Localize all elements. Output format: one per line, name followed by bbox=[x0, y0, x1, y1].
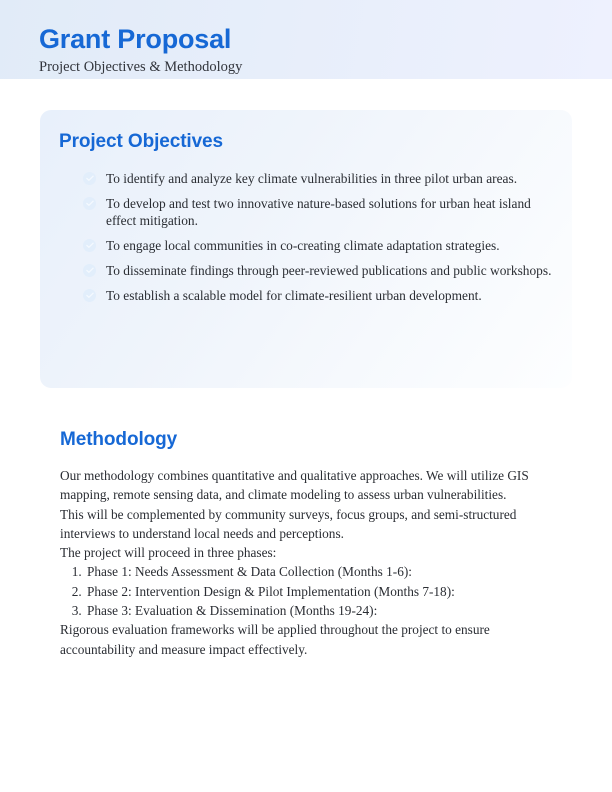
header-text-group bbox=[39, 24, 572, 77]
methodology-heading: Methodology bbox=[60, 429, 178, 450]
list-item bbox=[59, 262, 554, 279]
objective-text: To develop and test two innovative nature-based solutions for urban heat island effect mitigation. bbox=[106, 196, 531, 228]
list-item bbox=[59, 170, 554, 187]
check-circle-icon bbox=[83, 172, 96, 185]
project-objectives-card bbox=[40, 110, 572, 388]
objective-text: To engage local communities in co-creating climate adaptation strategies. bbox=[106, 238, 500, 253]
objective-text: To establish a scalable model for climate-resilient urban development. bbox=[106, 288, 482, 303]
list-item: 1. Phase 1: Needs Assessment & Data Collection (Months 1-6): bbox=[85, 562, 552, 581]
list-item: 3. Phase 3: Evaluation & Dissemination (Months 19-24): bbox=[85, 601, 552, 620]
methodology-paragraph-2: This will be complemented by community surveys, focus groups, and semi-structured interviews to understand local needs and perceptions. bbox=[60, 506, 517, 541]
objective-text: To identify and analyze key climate vulnerabilities in three pilot urban areas. bbox=[106, 171, 518, 186]
list-item bbox=[59, 237, 554, 254]
document-header-band bbox=[0, 0, 612, 79]
page-title: Grant Proposal bbox=[39, 24, 232, 54]
phase-list bbox=[60, 562, 552, 620]
methodology-section bbox=[60, 428, 552, 659]
objective-text: To disseminate findings through peer-reviewed publications and public workshops. bbox=[106, 263, 552, 278]
list-item bbox=[59, 195, 554, 229]
check-circle-icon bbox=[83, 264, 96, 277]
page-subtitle: Project Objectives & Methodology bbox=[39, 59, 243, 75]
objectives-list bbox=[59, 170, 554, 304]
list-item: 2. Phase 2: Intervention Design & Pilot Implementation (Months 7-18): bbox=[85, 582, 552, 601]
check-circle-icon bbox=[83, 289, 96, 302]
methodology-closing-paragraph: Rigorous evaluation frameworks will be applied throughout the project to ensure accountability and measure impact effectively. bbox=[60, 622, 490, 657]
check-circle-icon bbox=[83, 197, 96, 210]
methodology-paragraph-3: The project will proceed in three phases: bbox=[60, 545, 277, 561]
objectives-heading: Project Objectives bbox=[59, 131, 223, 152]
list-item bbox=[59, 287, 554, 304]
methodology-paragraph-1: Our methodology combines quantitative and qualitative approaches. We will utilize GIS mapping, remote sensing data, and climate modeling to assess urban vulnerabilities. bbox=[60, 468, 529, 503]
check-circle-icon bbox=[83, 239, 96, 252]
